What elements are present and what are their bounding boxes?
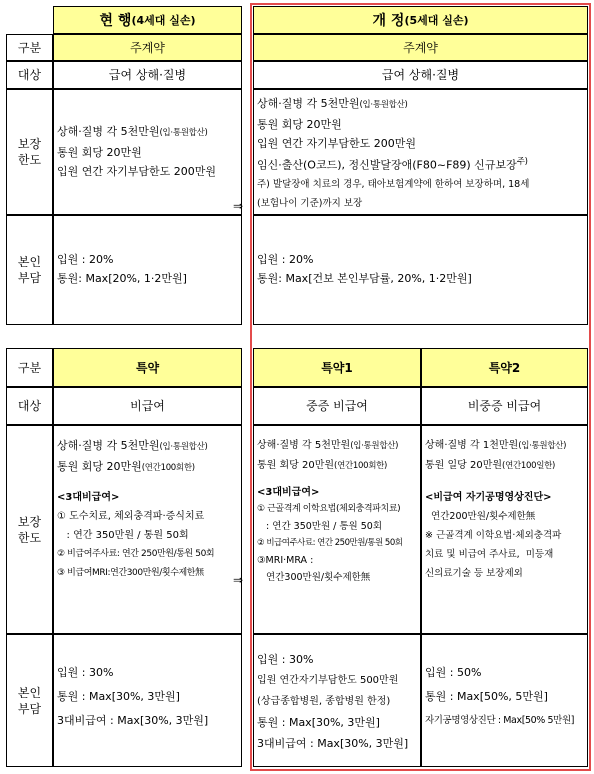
limit-note-line: (보험나이 기준)까지 보장 [257, 197, 363, 209]
new-header-sub: (5세대 실손) [404, 14, 469, 27]
copay-line: 입원 : 30% [57, 666, 114, 679]
current-copay [53, 215, 242, 325]
copay-line: 입원 연간자기부담한도 500만원 [257, 675, 399, 686]
top-arrow-icon: ⇒ [233, 199, 244, 213]
limit-line: 통원 회당 20만원(연간100회한) [57, 460, 195, 473]
big3-title: <3대비급여> [57, 492, 120, 503]
big3-line: : 연간 350만원 / 통원 50회 [257, 521, 383, 532]
current-target: 급여 상해·질병 [53, 61, 242, 89]
rider2-category: 특약2 [421, 348, 588, 387]
rider1-limit [253, 425, 421, 634]
rider1-category: 특약1 [253, 348, 421, 387]
new-header [253, 6, 588, 34]
big3-line: ③MRI·MRA : [257, 555, 314, 566]
current-header-sub: (4세대 실손) [131, 14, 196, 27]
copay-line: 통원: Max[건보 본인부담률, 20%, 1·2만원] [257, 272, 472, 285]
label-line: 부담 [17, 271, 42, 285]
limit-line: 통원 회당 20만원 [257, 118, 342, 131]
label-line: 한도 [17, 153, 42, 167]
copay-line: 통원 : Max[30%, 3만원] [57, 690, 180, 703]
current-header-title: 현 행 [99, 13, 132, 29]
label-line: 본인 [17, 685, 42, 700]
current-rider-copay [53, 634, 242, 767]
big3-title: <비급여 자기공명영상진단> [425, 492, 552, 503]
current-rider-category: 특약 [53, 348, 242, 387]
rider1-target: 중증 비급여 [253, 387, 421, 425]
limit-line: 통원 회당 20만원(연간100회한) [257, 460, 388, 471]
copay-line: 입원 : 30% [257, 653, 314, 666]
copay-line: 3대비급여 : Max[30%, 3만원] [257, 737, 409, 750]
big3-line: ③ 비급여MRI:연간300만원/횟수제한無 [57, 568, 204, 578]
big3-line: 신의료기술 등 보장제외 [425, 568, 523, 579]
bottom-row-label-target: 대상 [6, 387, 53, 425]
limit-line: 상해·질병 각 5천만원(입·통원합산) [57, 125, 208, 138]
rider2-limit [421, 425, 588, 634]
limit-line: 통원 회당 20만원 [57, 146, 142, 159]
big3-line: ※ 근골격계 이학요법·체외충격파 [425, 530, 562, 541]
copay-line: 3대비급여 : Max[30%, 3만원] [57, 714, 209, 727]
current-rider-limit [53, 425, 242, 634]
copay-line: (상급종합병원, 종합병원 한정) [257, 696, 391, 707]
limit-line: 입원 연간 자기부담한도 200만원 [257, 137, 416, 150]
limit-line: 상해·질병 각 5천만원(입·통원합산) [57, 439, 208, 452]
limit-line: 통원 일당 20만원(연간100일한) [425, 460, 556, 471]
limit-line: 상해·질병 각 5천만원(입·통원합산) [257, 440, 399, 451]
big3-line: 연간300만원/횟수제한無 [257, 572, 371, 583]
rider1-copay [253, 634, 421, 767]
new-copay [253, 215, 588, 325]
copay-line: 통원 : Max[50%, 5만원] [425, 690, 548, 703]
rider2-copay [421, 634, 588, 767]
copay-line: 입원 : 20% [57, 253, 114, 266]
current-category: 주계약 [53, 34, 242, 61]
current-header [53, 6, 242, 34]
top-row-label-target: 대상 [6, 61, 53, 89]
copay-line: 통원: Max[20%, 1·2만원] [57, 272, 187, 285]
label-line: 부담 [17, 701, 42, 716]
copay-line: 입원 : 20% [257, 253, 314, 266]
new-category: 주계약 [253, 34, 588, 61]
big3-title: <3대비급여> [257, 487, 320, 498]
big3-line: 연간200만원/횟수제한無 [425, 511, 536, 522]
label-line: 한도 [17, 530, 42, 545]
label-line: 본인 [17, 255, 42, 269]
limit-line: 상해·질병 각 5천만원(입·통원합산) [257, 97, 408, 110]
label-line: 보장 [17, 137, 42, 151]
new-header-title: 개 정 [372, 13, 405, 29]
top-row-label-limit [6, 89, 53, 215]
limit-line: 임신·출산(O코드), 정신발달장애(F80~F89) 신규보장$^{주)}$ [257, 157, 528, 172]
limit-line: 상해·질병 각 1천만원(입·통원합산) [425, 440, 567, 451]
label-line: 보장 [17, 514, 42, 529]
big3-line: 치료 및 비급여 주사료, 미등재 [425, 549, 554, 560]
top-row-label-category: 구분 [6, 34, 53, 61]
copay-line: 통원 : Max[30%, 3만원] [257, 716, 380, 729]
new-limit [253, 89, 588, 215]
current-limit [53, 89, 242, 215]
copay-line: 입원 : 50% [425, 666, 482, 679]
current-rider-target: 비급여 [53, 387, 242, 425]
big3-line: ① 근골격계 이학요법(체외충격파치료) [257, 504, 401, 514]
top-row-label-copay [6, 215, 53, 325]
rider2-target: 비중증 비급여 [421, 387, 588, 425]
copay-line: 자기공명영상진단 : Max[50% 5만원] [425, 715, 575, 726]
bottom-row-label-limit [6, 425, 53, 634]
limit-note-line: 주) 발달장애 치료의 경우, 태아보험계약에 한하여 보장하며, 18세 [257, 178, 530, 190]
limit-line: 입원 연간 자기부담한도 200만원 [57, 165, 216, 178]
bottom-row-label-copay [6, 634, 53, 767]
big3-line: : 연간 350만원 / 통원 50회 [57, 530, 189, 541]
big3-line: ① 도수치료, 체외충격파·증식치료 [57, 511, 205, 522]
bottom-row-label-category: 구분 [6, 348, 53, 387]
big3-line: ② 비급여주사료: 연간 250만원/통원 50회 [257, 538, 403, 548]
new-target: 급여 상해·질병 [253, 61, 588, 89]
big3-line: ② 비급여주사료: 연간 250만원/통원 50회 [57, 549, 215, 559]
bottom-arrow-icon: ⇒ [233, 573, 244, 587]
